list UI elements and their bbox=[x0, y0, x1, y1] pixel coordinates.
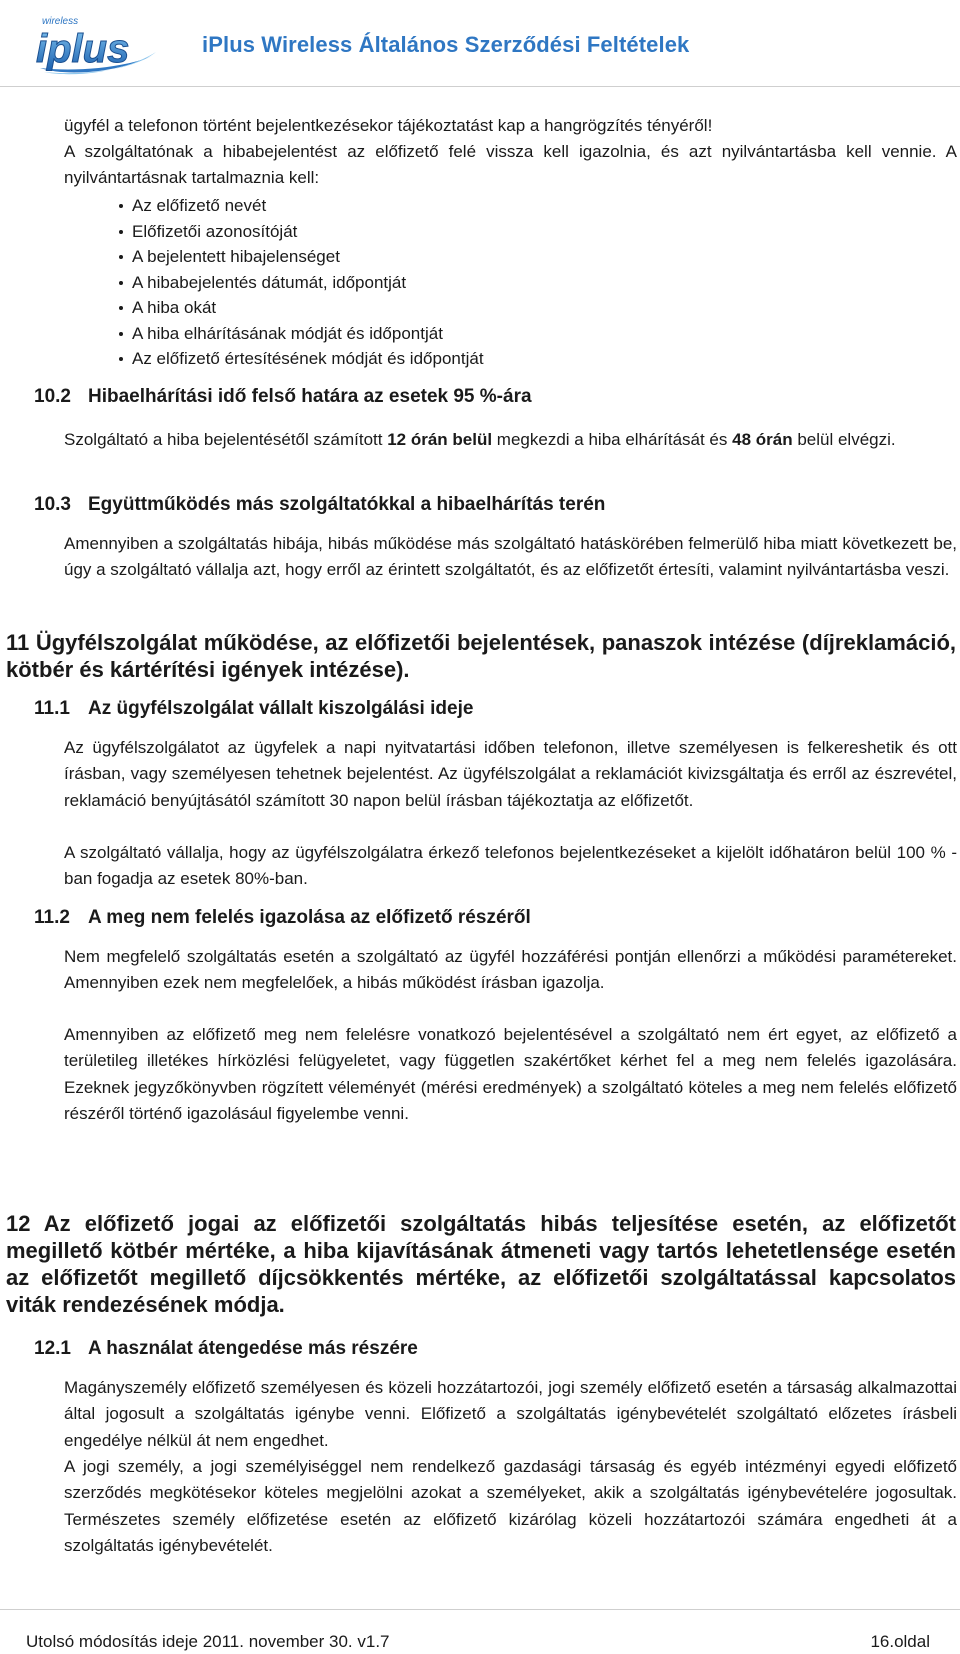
footer-last-modified: Utolsó módosítás ideje 2011. november 30. v1.7 bbox=[26, 1632, 390, 1651]
page-header bbox=[0, 0, 960, 86]
section-heading-11-2: 11.2 A meg nem felelés igazolása az előfizető részéről bbox=[34, 907, 531, 928]
svg-text:iplus: iplus bbox=[36, 27, 130, 71]
chapter-heading-12: 12 Az előfizető jogai az előfizetői szolgáltatás hibás teljesítése esetén, az előfizetőt megillető kötbér mértéke, a hiba kijavításának átmeneti vagy tartós lehetetlensége esetén az előfizetőt megillető díjcsökkentés mértéke, az előfizetői szolgáltatással kapcsolatos viták rendezésének módja. bbox=[6, 1211, 956, 1317]
section-12-1-paragraph-1: Magányszemély előfizető személyesen és közeli hozzátartozói, jogi személy előfizető esetén a társaság alkalmazottai által jogosult a szolgáltatás igénybe venni. Előfizető a szolgáltatás igénybevételét szolgáltató előzetes írásbeli engedélye nélkül át nem engedhet. bbox=[64, 1378, 957, 1450]
header-divider bbox=[0, 86, 960, 87]
footer-page-number: 16.oldal bbox=[870, 1632, 930, 1651]
section-11-2-paragraph-1: Nem megfelelő szolgáltatás esetén a szolgáltató az ügyfél hozzáférési pontján ellenőrzi a működési paramétereket. Amennyiben ezek nem megfelelőek, a hibás működést írásban igazolja. bbox=[64, 947, 957, 993]
section-heading-11-1: 11.1 Az ügyfélszolgálat vállalt kiszolgálási ideje bbox=[34, 698, 474, 719]
section-heading-10-2: 10.2 Hibaelhárítási idő felső határa az esetek 95 %-ára bbox=[34, 386, 532, 407]
section-heading-12-1: 12.1 A használat átengedése más részére bbox=[34, 1338, 418, 1359]
list-item: Az előfizető nevét bbox=[132, 196, 266, 216]
footer-divider bbox=[0, 1609, 960, 1610]
section-10-2-body: Szolgáltató a hiba bejelentésétől számított 12 órán belül megkezdi a hiba elhárítását és 48 órán belül elvégzi. bbox=[64, 430, 896, 449]
section-11-1-paragraph-2: A szolgáltató vállalja, hogy az ügyfélszolgálatra érkező telefonos bejelentkezéseket a kijelölt időhatáron belül 100 % -ban fogadja az esetek 80%-ban. bbox=[64, 843, 957, 889]
bullet-icon bbox=[119, 230, 123, 234]
section-heading-10-3: 10.3 Együttműködés más szolgáltatókkal a hibaelhárítás terén bbox=[34, 494, 606, 515]
list-item: A bejelentett hibajelenséget bbox=[132, 247, 340, 267]
section-11-1-paragraph-1: Az ügyfélszolgálatot az ügyfelek a napi nyitvatartási időben telefonon, illetve személyesen is felkereshetik és ott írásban, vagy személyesen tehetnek bejelentést. Az ügyfélszolgálat a reklamációt kivizsgáltatja és erről az észrevétel, reklamáció benyújtásától számított 30 napon belül írásban tájékoztatja az előfizetőt. bbox=[64, 738, 957, 810]
bullet-icon bbox=[119, 255, 123, 259]
list-item: A hiba elhárításának módját és időpontját bbox=[132, 324, 443, 344]
list-item: Az előfizető értesítésének módját és időpontját bbox=[132, 349, 484, 369]
section-10-3-body: Amennyiben a szolgáltatás hibája, hibás működése más szolgáltató hatáskörében felmerülő hiba miatt következett be, úgy a szolgáltató vállalja azt, hogy erről az érintett szolgáltatót, és az előfizetőt értesíti, valamint nyilvántartásba veszi. bbox=[64, 534, 957, 580]
bullet-icon bbox=[119, 357, 123, 361]
list-item: A hiba okát bbox=[132, 298, 216, 318]
chapter-heading-11: 11 Ügyfélszolgálat működése, az előfizetői bejelentések, panaszok intézése (díjreklamáció, kötbér és kártérítési igények intézése). bbox=[6, 630, 956, 682]
section-11-2-paragraph-2: Amennyiben az előfizető meg nem felelésre vonatkozó bejelentésével a szolgáltató nem ért egyet, az előfizető a területileg illetékes hírközlési felügyeletet, vagy független szakértőket kérhet fel a meg nem felelés igazolására. Ezeknek jegyzőkönyvben rögzített véleményét (mérési eredmények) a szolgáltató köteles a meg nem felelés előfizető részéről történő igazolásául figyelembe venni. bbox=[64, 1025, 957, 1123]
list-item: A hibabejelentés dátumát, időpontját bbox=[132, 273, 406, 293]
intro-line-2: A szolgáltatónak a hibabejelentést az előfizető felé vissza kell igazolnia, és azt nyilvántartásba kell vennie. A nyilvántartásnak tartalmaznia kell: bbox=[64, 142, 957, 188]
list-item: Előfizetői azonosítóját bbox=[132, 222, 297, 242]
section-12-1-paragraph-2: A jogi személy, a jogi személyiséggel nem rendelkező gazdasági társaság és egyéb intézményi egyedi előfizető szerződés megkötésekor köteles megjelölni azokat a személyeket, akik a szolgáltatás igénybevételére jogosultak. Természetes személy előfizetése esetén az előfizető kizárólag közeli hozzátartozói számára engedheti át a szolgáltatás igénybevételét. bbox=[64, 1457, 957, 1555]
bullet-icon bbox=[119, 204, 123, 208]
document-title: iPlus Wireless Általános Szerződési Feltételek bbox=[202, 32, 690, 57]
bullet-icon bbox=[119, 306, 123, 310]
intro-line-1: ügyfél a telefonon történt bejelentkezésekor tájékoztatást kap a hangrögzítés tényéről! bbox=[64, 116, 713, 135]
bullet-icon bbox=[119, 332, 123, 336]
iplus-logo bbox=[34, 12, 158, 78]
svg-text:wireless: wireless bbox=[42, 16, 79, 27]
bullet-icon bbox=[119, 281, 123, 285]
